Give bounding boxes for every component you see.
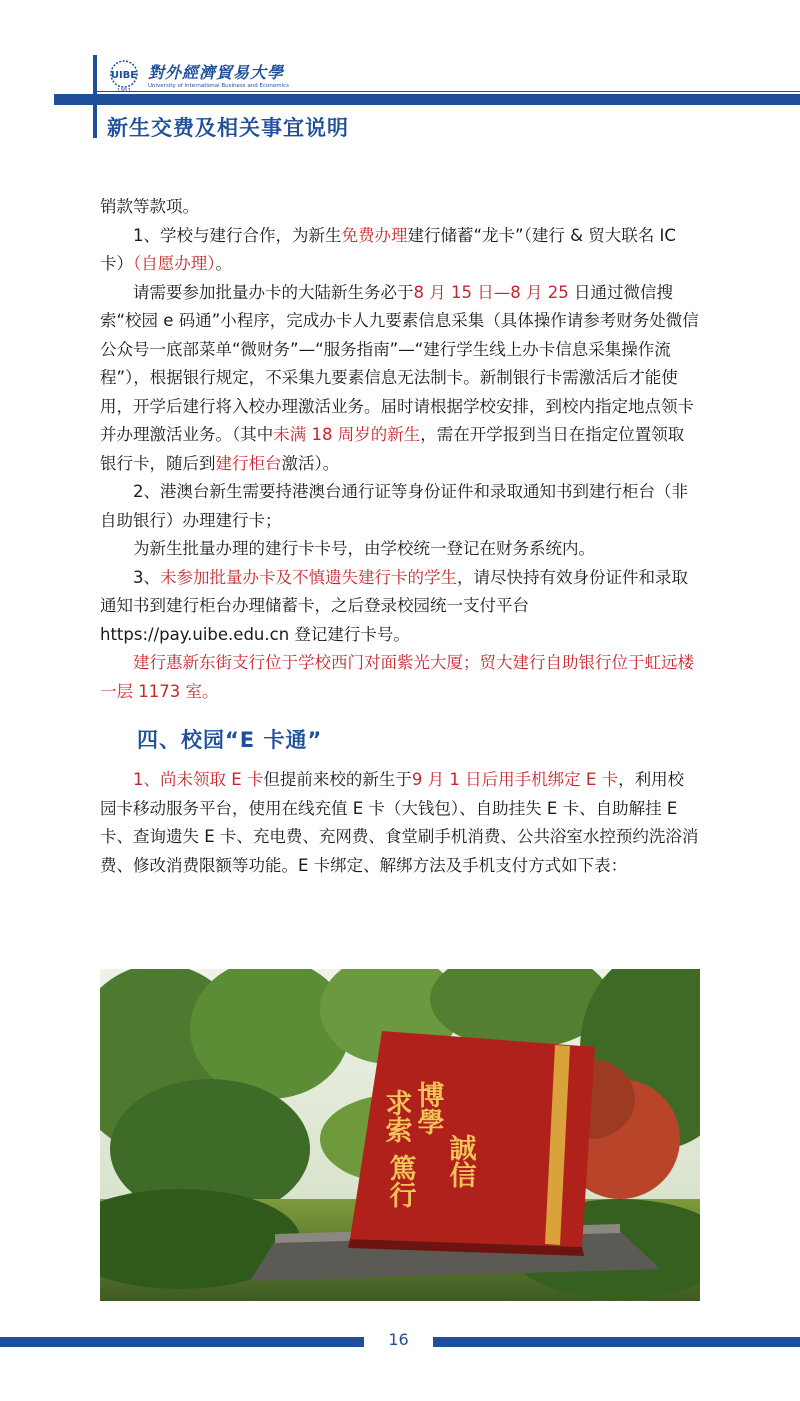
- header-bar: [54, 94, 800, 105]
- footer-bar-left: [0, 1337, 364, 1347]
- paragraph-continuation: 销款等款项。: [100, 197, 199, 216]
- section-heading-ecard: 四、校园“E 卡通”: [137, 728, 323, 752]
- campus-motto-stone-photo: [100, 969, 700, 1301]
- page-number: 16: [388, 1330, 409, 1349]
- header-thin-rule: [96, 91, 800, 92]
- paragraph-lost-card: 3、未参加批量办卡及不慎遗失建行卡的学生，请尽快持有效身份证件和录取通知书到建行柜台办理储蓄卡，之后登录校园统一支付平台 https://pay.uibe.edu.cn 登记建行卡号。: [100, 567, 688, 644]
- paragraph-hmt-students: 2、港澳台新生需要持港澳台通行证等身份证件和录取通知书到建行柜台（非自助银行）办理建行卡；: [100, 482, 688, 530]
- main-content: [100, 193, 700, 880]
- motto-char-1: 博學: [412, 1081, 444, 1135]
- paragraph-batch-card: 请需要参加批量办卡的大陆新生务必于8 月 15 日—8 月 25 日通过微信搜索“校园 e 码通”小程序，完成办卡人九要素信息采集（具体操作请参考财务处微信公众号一底部菜单“微财务”—“服务指南”—“建行学生线上办卡信息采集操作流程”），根据银行规定，不采集九要素信息无法制卡。新制银行卡需激活后才能使用，开学后建行将入校办理激活业务。届时请根据学校安排，到校内指定地点领卡并办理激活业务。（其中未满 18 周岁的新生，需在开学报到当日在指定位置领取银行卡，随后到建行柜台激活）。: [100, 282, 699, 473]
- university-emblem-icon: [106, 59, 142, 93]
- footer-bar-right: [433, 1337, 800, 1347]
- paragraph-bank-location: 建行惠新东街支行位于学校西门对面紫光大厦；贸大建行自助银行位于虹远楼一层 1173 室。: [100, 653, 694, 701]
- logo-chinese-name: 對外經濟貿易大學: [148, 62, 285, 82]
- page-title: 新生交费及相关事宜说明: [107, 116, 349, 140]
- motto-char-4: 篤行: [384, 1154, 416, 1208]
- paragraph-ecard: 1、尚未领取 E 卡但提前来校的新生于9 月 1 日后用手机绑定 E 卡，利用校园卡移动服务平台，使用在线充值 E 卡（大钱包）、自助挂失 E 卡、自助解挂 E 卡、查询遗失 E 卡、充电费、充网费、食堂刷手机消费、公共浴室水控预约洗浴消费、修改消费限额等功能。E 卡绑定、解绑方法及手机支付方式如下表：: [100, 770, 699, 875]
- logo-english-name: University of International Business and Economics: [148, 82, 289, 89]
- university-logo: [96, 56, 289, 96]
- motto-char-2: 誠信: [444, 1134, 476, 1188]
- paragraph-card-number: 为新生批量办理的建行卡卡号，由学校统一登记在财务系统内。: [133, 539, 595, 558]
- motto-char-3: 求索: [380, 1089, 412, 1143]
- paragraph-card-cooperation: 1、学校与建行合作，为新生免费办理建行储蓄“龙卡”（建行 & 贸大联名 IC 卡）（自愿办理）。: [100, 225, 676, 273]
- svg-text:UIBE: UIBE: [110, 70, 138, 81]
